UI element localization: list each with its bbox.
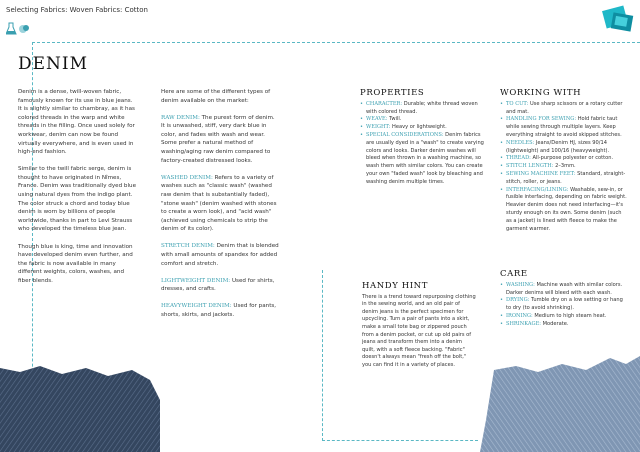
- working-with-section: [500, 90, 628, 233]
- list-item: [500, 101, 628, 117]
- list-item: [500, 282, 628, 298]
- properties-list: [360, 101, 488, 187]
- item-label: IRONING:: [506, 312, 533, 319]
- item-text: Hold fabric taut while sewing through multiple layers. Keep everything straight to avoid skipped stitches.: [506, 116, 622, 138]
- list-item: [500, 140, 628, 156]
- type-name: HEAVYWEIGHT DENIM:: [161, 303, 232, 310]
- list-item: [500, 155, 628, 163]
- item-text: Use sharp scissors or a rotary cutter and mat.: [506, 100, 623, 115]
- item-label: WEIGHT:: [366, 124, 391, 131]
- item-label: TO CUT:: [506, 100, 529, 107]
- list-item: [360, 101, 488, 117]
- item-label: HANDLING FOR SEWING:: [506, 116, 577, 123]
- hint-heading: HANDY HINT: [362, 281, 428, 291]
- denim-swatch-light: [476, 350, 640, 452]
- list-item: [500, 187, 628, 234]
- type-text: Used for pants, shorts, skirts, and jackets.: [161, 303, 277, 318]
- list-item: [500, 321, 628, 329]
- types-column: [161, 88, 279, 328]
- type-name: RAW DENIM:: [161, 114, 200, 121]
- care-list: [500, 282, 628, 329]
- item-text: Jeans/Denim HJ, sizes 90/14 (lightweight) and 100/16 (heavyweight).: [506, 139, 610, 154]
- type-heavyweight: [161, 302, 279, 319]
- item-text: Standard, straight-stitch, roller, or jeans.: [506, 170, 626, 185]
- item-label: WEAVE:: [366, 116, 388, 123]
- item-label: SHRINKAGE:: [506, 320, 542, 327]
- item-text: Heavy or lightweight.: [390, 124, 447, 131]
- item-label: NEEDLES:: [506, 139, 535, 146]
- properties-heading: PROPERTIES: [360, 88, 425, 98]
- intro-paragraph-1: Denim is a dense, twill-woven fabric, famously known for its use in blue jeans. It is slightly similar to chambray, as it has colored threads in the warp and white threads in the filling. Once used solely for workwear, denim can now be found virtually everywhere, and is even used in high-end fashion.: [18, 89, 135, 156]
- item-label: SPECIAL CONSIDERATIONS:: [366, 131, 444, 138]
- dashed-rule-top: [32, 42, 640, 43]
- item-label: SEWING MACHINE FEET:: [506, 170, 576, 177]
- item-text: All-purpose polyester or cotton.: [530, 155, 614, 162]
- item-label: INTERFACING/LINING:: [506, 186, 569, 193]
- type-text: Refers to a variety of washes such as "classic wash" (washed raw denim that is substantially faded), "stone wash" (denim washed with stones to create a worn look), and "acid wash" (achieved using chemicals to strip the denim of its color).: [161, 174, 277, 233]
- item-label: DRYING:: [506, 297, 530, 304]
- list-item: [500, 163, 628, 171]
- item-text: Denim fabrics are usually dyed in a "wash" to create varying colors and looks. Darker denim washes will bleed when thrown in a washing machine, so wash them with similar colors. You can create your own "faded wash" look by bleaching and washing denim multiple times.: [366, 131, 484, 185]
- type-name: LIGHTWEIGHT DENIM:: [161, 277, 231, 284]
- type-text: The purest form of denim. It is unwashed, stiff, very dark blue in color, and fades with wash and wear. Some prefer a natural method of washing/aging raw denim compared to factory-created distressed looks.: [161, 114, 275, 164]
- item-text: Twill.: [387, 116, 402, 123]
- list-item: [500, 116, 628, 139]
- hint-text: There is a trend toward repurposing clothing in the sewing world, and an old pair of denim jeans is the perfect specimen for upcycling. Turn a pair of pants into a skirt, make a small tote bag or zippered pouch from a denim pocket, or cut up old pairs of jeans and transform them into a denim quilt, with a soft fleece backing. "Fabric" doesn't always mean "fresh off the bolt," you can find it in a variety of places.: [362, 293, 476, 368]
- item-label: STITCH LENGTH:: [506, 163, 554, 170]
- care-heading: CARE: [500, 269, 528, 279]
- type-text: Used for shirts, dresses, and crafts.: [161, 277, 275, 293]
- type-text: Denim that is blended with small amounts of spandex for added comfort and stretch.: [161, 243, 279, 267]
- item-text: Moderate.: [541, 320, 569, 327]
- care-section: [500, 271, 628, 329]
- working-with-heading: WORKING WITH: [500, 88, 582, 98]
- intro-paragraph-2: Similar to the twill fabric serge, denim is thought to have originated in Nîmes, France. Denim was traditionally dyed blue using natural dyes from the indigo plant. The color struck a chord and today blue denim is worn by billions of people worldwide, thanks in part to Levi Strauss who developed the timeless blue jean.: [18, 166, 137, 233]
- item-label: CHARACTER:: [366, 100, 403, 107]
- type-name: WASHED DENIM:: [161, 174, 213, 181]
- item-label: THREAD:: [506, 155, 531, 162]
- flask-icon: [6, 23, 16, 34]
- intro-column: [18, 88, 136, 294]
- list-item: [500, 297, 628, 313]
- list-item: [360, 124, 488, 132]
- denim-swatch-dark: [0, 360, 160, 452]
- type-raw: [161, 114, 279, 166]
- handy-hint: [362, 283, 476, 370]
- list-item: [360, 132, 488, 187]
- working-with-list: [500, 101, 628, 234]
- item-text: 2–3mm.: [553, 163, 576, 170]
- fabric-swatch-icon: [600, 4, 636, 34]
- type-washed: [161, 174, 279, 234]
- properties-section: [360, 90, 488, 187]
- list-item: [500, 313, 628, 321]
- breadcrumb: Selecting Fabrics: Woven Fabrics: Cotton: [6, 6, 148, 14]
- item-text: Durable; white thread woven with colored thread.: [366, 100, 478, 115]
- type-lightweight: [161, 277, 279, 294]
- item-text: Washable, sew-in, or fusible interfacing, depending on fabric weight. Heavier denim does not need interfacing—it's sturdy enough on its own. Some denim (such as a jacket) is lined with fleece to make the garment warmer.: [506, 186, 627, 232]
- item-text: Tumble dry on a low setting or hang to dry (to avoid shrinking).: [506, 297, 623, 312]
- dots-icon: [19, 25, 29, 33]
- list-item: [500, 171, 628, 187]
- item-text: Medium to high steam heat.: [532, 312, 607, 319]
- item-label: WASHING:: [506, 281, 535, 288]
- page-title: DENIM: [18, 54, 89, 74]
- type-name: STRETCH DENIM:: [161, 243, 215, 250]
- type-stretch: [161, 242, 279, 268]
- header-icons: [6, 22, 66, 36]
- intro-paragraph-3: Though blue is king, time and innovation have developed denim even further, and the fabric is now available in many different weights, colors, washes, and fiber blends.: [18, 243, 133, 284]
- list-item: [360, 116, 488, 124]
- types-intro: Here are some of the different types of denim available on the market:: [161, 89, 271, 104]
- item-text: Machine wash with similar colors. Darker denims will bleed with each wash.: [506, 281, 623, 296]
